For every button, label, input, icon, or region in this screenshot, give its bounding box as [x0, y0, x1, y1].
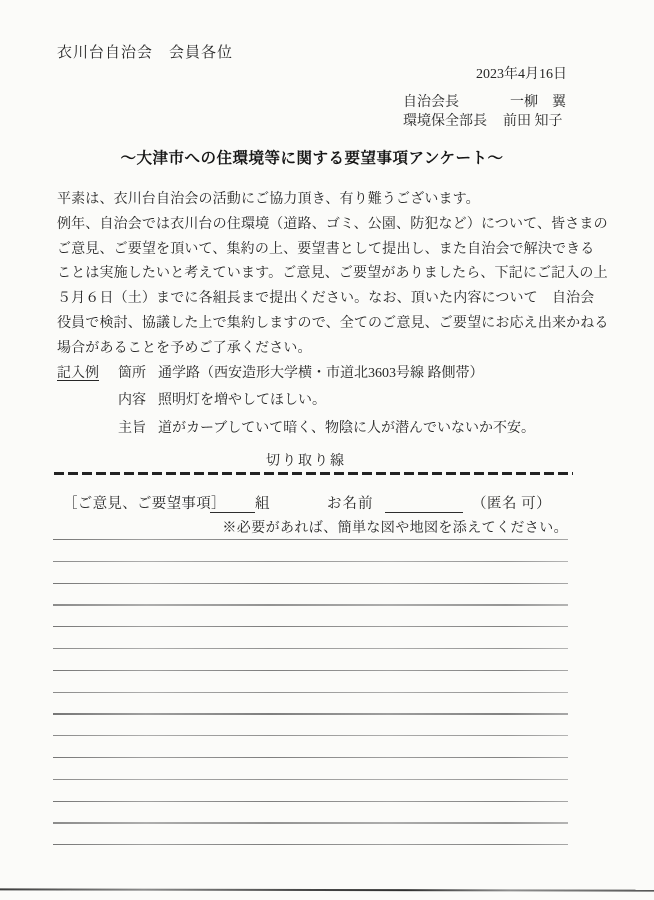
opinion-section-label: ［ご意見、ご要望事項］	[63, 496, 226, 512]
entry-example-block	[57, 360, 602, 442]
ruled-line	[53, 713, 568, 714]
example-row-location	[57, 360, 602, 387]
example-field-name: 主旨	[118, 420, 146, 436]
name-blank-field	[385, 497, 463, 513]
form-header-row	[0, 497, 654, 515]
example-field-name: 箇所	[118, 366, 146, 381]
sender-environment-chief-row	[403, 115, 583, 131]
example-field-value: 通学路（西安造形大学横・市道北3603号線 路側帯）	[158, 366, 484, 381]
ruled-line	[53, 670, 568, 671]
attachment-note: ※必要があれば、簡単な図や地図を添えてください。	[222, 521, 568, 536]
cut-dashed-line	[54, 472, 573, 475]
example-field-value: 道がカーブしていて暗く、物陰に人が潜んでいないか不安。	[158, 420, 536, 436]
body-line: 例年、自治会では衣川台の住環境（道路、ゴミ、公園、防犯など）について、皆さまの	[57, 216, 608, 232]
group-unit-label: 組	[255, 496, 270, 512]
body-line: ことは実施したいと考えています。ご意見、ご要望がありましたら、下記にご記入の上	[57, 266, 608, 282]
example-field-value: 照明灯を増やしてほしい。	[158, 393, 326, 409]
example-row-content	[57, 387, 602, 414]
ruled-line	[53, 604, 568, 605]
group-number-blank-field	[210, 497, 255, 513]
anonymous-allowed-label: （匿名 可）	[472, 496, 552, 512]
example-field-name: 内容	[118, 393, 146, 409]
body-line: ５月６日（土）までに各組長まで提出ください。なお、頂いた内容について 自治会	[57, 291, 595, 307]
sender-name: 一柳 翼	[510, 95, 566, 110]
ruled-line	[53, 801, 568, 802]
sender-title: 環境保全部長	[403, 114, 487, 129]
ruled-line	[53, 626, 568, 627]
recipient-line: 衣川台自治会 会員各位	[57, 45, 234, 61]
document-title: ～大津市への住環境等に関する要望事項アンケート～	[120, 150, 504, 167]
writing-ruled-lines	[53, 539, 568, 869]
body-line: 場合があることを予めご了承ください。	[57, 340, 312, 356]
ruled-line	[53, 779, 568, 780]
body-paragraph	[57, 188, 609, 362]
ruled-line	[53, 735, 568, 736]
cut-line-label: 切り取り線	[266, 454, 346, 469]
scan-edge-artifact	[0, 888, 654, 892]
document-date: 2023年4月16日	[476, 67, 567, 82]
body-line: 平素は、衣川台自治会の活動にご協力頂き、有り難うございます。	[57, 192, 480, 207]
ruled-line	[53, 692, 568, 693]
example-label: 記入例	[57, 366, 99, 381]
body-line: 役員で検討、協議した上で集約しますので、全てのご意見、ご要望にお応え出来かねる	[57, 315, 609, 331]
sender-name: 前田 知子	[503, 114, 563, 129]
ruled-line	[53, 757, 568, 758]
ruled-line	[53, 539, 568, 540]
sender-title: 自治会長	[403, 95, 459, 110]
ruled-line	[53, 583, 568, 584]
body-line: ご意見、ご要望を頂いて、集約の上、要望書として提出し、また自治会で解決できる	[57, 241, 595, 257]
ruled-line	[53, 844, 568, 845]
sender-chairman-row	[403, 96, 583, 112]
ruled-line	[53, 561, 568, 562]
ruled-line	[53, 648, 568, 649]
name-label: お名前	[327, 496, 374, 512]
ruled-line	[53, 822, 568, 823]
example-row-purpose	[57, 415, 602, 442]
